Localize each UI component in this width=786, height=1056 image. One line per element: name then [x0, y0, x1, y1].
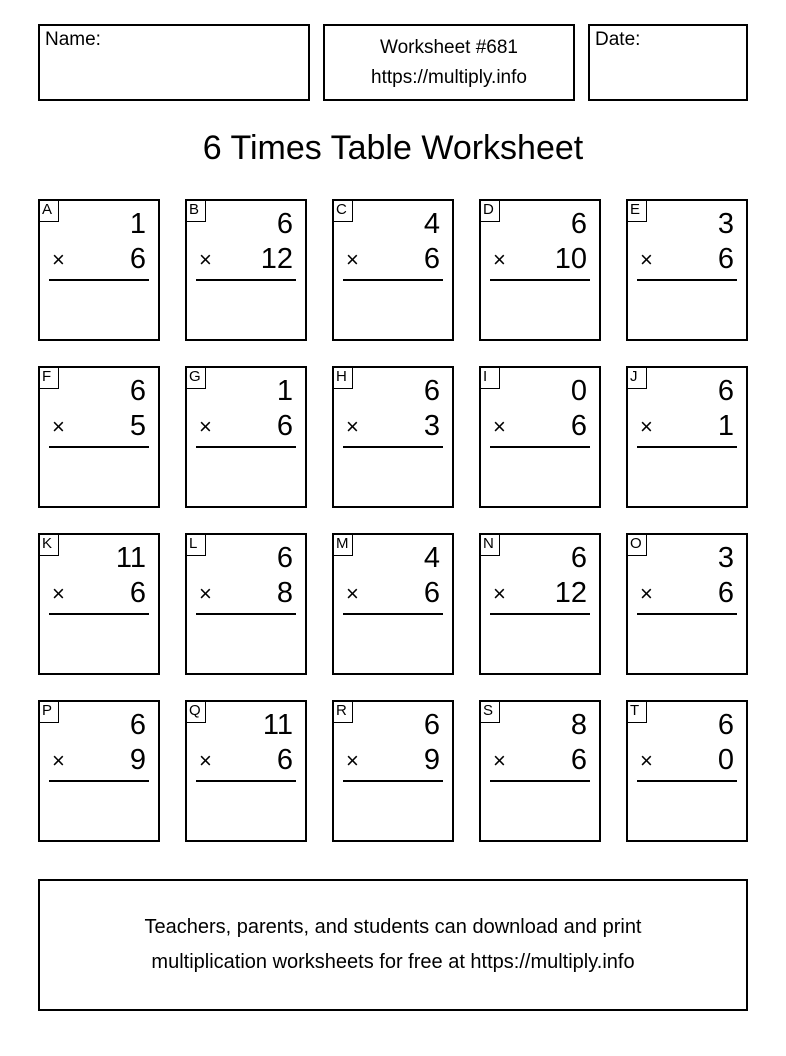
multiplier: 3: [423, 410, 440, 442]
multiplicand: 6: [423, 375, 440, 407]
problem-letter: A: [38, 199, 59, 222]
problem-letter: G: [185, 366, 206, 389]
multiply-sign-icon: ×: [640, 414, 653, 439]
multiplicand: 6: [276, 542, 293, 574]
name-label: Name:: [45, 29, 101, 50]
problem-letter: C: [332, 199, 353, 222]
multiplicand: 6: [276, 208, 293, 240]
multiplicand: 1: [276, 375, 293, 407]
multiply-sign-icon: ×: [52, 748, 65, 773]
multiply-sign-icon: ×: [199, 581, 212, 606]
answer-line: [49, 279, 149, 281]
problem-letter: L: [185, 533, 206, 556]
multiplier: 6: [717, 577, 734, 609]
footer-box: [38, 879, 748, 1011]
multiply-sign-icon: ×: [493, 414, 506, 439]
multiplier: 5: [129, 410, 146, 442]
multiplier: 0: [717, 744, 734, 776]
worksheet-url: https://multiply.info: [371, 66, 527, 88]
worksheet-number: Worksheet #681: [379, 36, 518, 58]
problem-card[interactable]: [185, 366, 307, 508]
problem-card[interactable]: [38, 533, 160, 675]
multiply-sign-icon: ×: [493, 581, 506, 606]
problem-letter: H: [332, 366, 353, 389]
problem-letter: E: [626, 199, 647, 222]
problem-card[interactable]: [332, 366, 454, 508]
multiplicand: 6: [423, 709, 440, 741]
multiply-sign-icon: ×: [640, 247, 653, 272]
problem-card[interactable]: [479, 700, 601, 842]
problem-letter: B: [185, 199, 206, 222]
answer-line: [490, 780, 590, 782]
problem-letter: T: [626, 700, 647, 723]
problem-card[interactable]: [38, 366, 160, 508]
answer-line: [637, 613, 737, 615]
multiplicand: 8: [570, 709, 587, 741]
answer-line: [490, 279, 590, 281]
problem-card[interactable]: [479, 199, 601, 341]
footer-line-1: Teachers, parents, and students can download and print: [144, 916, 642, 938]
answer-line: [637, 780, 737, 782]
answer-line: [343, 446, 443, 448]
problem-card[interactable]: [626, 700, 748, 842]
multiplicand: 11: [115, 542, 146, 574]
problem-letter: I: [479, 366, 500, 389]
multiply-sign-icon: ×: [346, 414, 359, 439]
answer-line: [196, 446, 296, 448]
answer-line: [49, 780, 149, 782]
multiplicand: 4: [423, 208, 440, 240]
answer-line: [490, 446, 590, 448]
multiplier: 6: [276, 744, 293, 776]
problem-card[interactable]: [332, 533, 454, 675]
answer-line: [196, 279, 296, 281]
multiplier: 12: [554, 577, 587, 609]
problem-letter: N: [479, 533, 500, 556]
multiply-sign-icon: ×: [640, 748, 653, 773]
answer-line: [637, 279, 737, 281]
multiplier: 6: [423, 577, 440, 609]
problem-letter: K: [38, 533, 59, 556]
problem-card[interactable]: [332, 199, 454, 341]
answer-line: [343, 279, 443, 281]
answer-line: [343, 613, 443, 615]
answer-line: [637, 446, 737, 448]
problem-letter: M: [332, 533, 353, 556]
multiplier: 9: [423, 744, 440, 776]
multiplier: 9: [129, 744, 146, 776]
multiplicand: 6: [717, 709, 734, 741]
footer-line-2: multiplication worksheets for free at https://multiply.info: [151, 951, 635, 973]
problem-letter: F: [38, 366, 59, 389]
multiply-sign-icon: ×: [493, 748, 506, 773]
multiplicand: 3: [717, 208, 734, 240]
answer-line: [196, 613, 296, 615]
problem-card[interactable]: [332, 700, 454, 842]
multiplier: 1: [717, 410, 734, 442]
multiplier: 6: [129, 577, 146, 609]
problem-letter: Q: [185, 700, 206, 723]
multiplicand: 6: [570, 542, 587, 574]
problem-card[interactable]: [626, 366, 748, 508]
problem-letter: S: [479, 700, 500, 723]
problem-card[interactable]: [38, 199, 160, 341]
problem-card[interactable]: [479, 533, 601, 675]
problem-letter: O: [626, 533, 647, 556]
date-field-box[interactable]: [588, 24, 748, 101]
multiply-sign-icon: ×: [52, 581, 65, 606]
multiplicand: 4: [423, 542, 440, 574]
problem-letter: D: [479, 199, 500, 222]
multiply-sign-icon: ×: [346, 581, 359, 606]
multiplier: 8: [276, 577, 293, 609]
page-title: 6 Times Table Worksheet: [202, 129, 584, 167]
problem-letter: R: [332, 700, 353, 723]
multiplier: 6: [423, 243, 440, 275]
multiplier: 6: [276, 410, 293, 442]
answer-line: [490, 613, 590, 615]
multiply-sign-icon: ×: [346, 247, 359, 272]
worksheet-info-box: [323, 24, 575, 101]
multiplicand: 3: [717, 542, 734, 574]
multiply-sign-icon: ×: [493, 247, 506, 272]
problem-letter: J: [626, 366, 647, 389]
multiplicand: 6: [129, 709, 146, 741]
multiply-sign-icon: ×: [199, 748, 212, 773]
problem-card[interactable]: [626, 533, 748, 675]
answer-line: [196, 780, 296, 782]
answer-line: [343, 780, 443, 782]
multiply-sign-icon: ×: [52, 247, 65, 272]
answer-line: [49, 613, 149, 615]
multiplier: 6: [570, 744, 587, 776]
name-field-box[interactable]: [38, 24, 310, 101]
multiplicand: 1: [129, 208, 146, 240]
problem-card[interactable]: [185, 700, 307, 842]
multiplicand: 6: [129, 375, 146, 407]
date-label: Date:: [595, 29, 641, 50]
problem-card[interactable]: [479, 366, 601, 508]
multiplier: 10: [554, 243, 587, 275]
multiplier: 6: [717, 243, 734, 275]
multiply-sign-icon: ×: [199, 414, 212, 439]
answer-line: [49, 446, 149, 448]
multiplier: 12: [260, 243, 293, 275]
problem-letter: P: [38, 700, 59, 723]
multiply-sign-icon: ×: [52, 414, 65, 439]
multiplicand: 11: [262, 709, 293, 741]
multiply-sign-icon: ×: [199, 247, 212, 272]
multiply-sign-icon: ×: [346, 748, 359, 773]
problem-card[interactable]: [185, 533, 307, 675]
problem-card[interactable]: [185, 199, 307, 341]
multiplier: 6: [570, 410, 587, 442]
multiplicand: 0: [570, 375, 587, 407]
multiplier: 6: [129, 243, 146, 275]
problem-card[interactable]: [626, 199, 748, 341]
multiplicand: 6: [570, 208, 587, 240]
multiply-sign-icon: ×: [640, 581, 653, 606]
problem-card[interactable]: [38, 700, 160, 842]
multiplicand: 6: [717, 375, 734, 407]
